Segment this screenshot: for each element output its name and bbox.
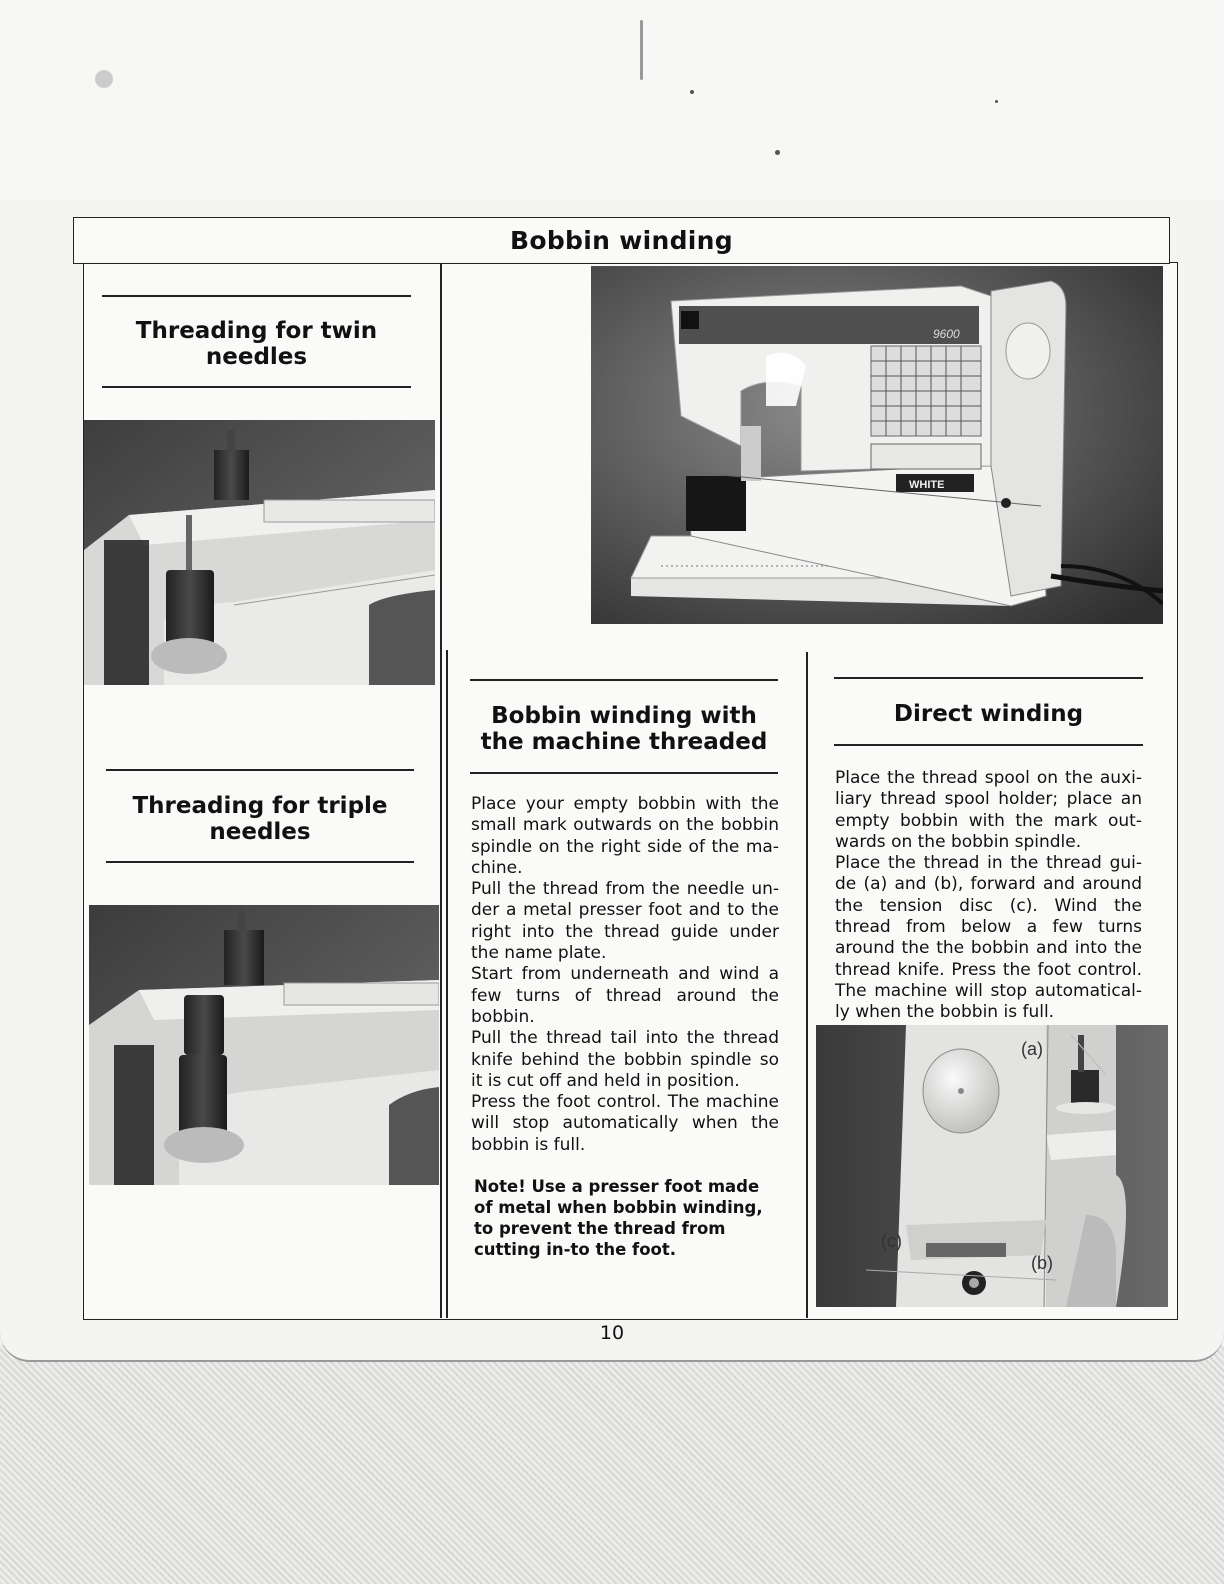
rule: [834, 677, 1143, 679]
paragraph: Start from underneath and wind a few turns of thread around the bobbin.: [471, 964, 779, 1027]
page-number: 10: [599, 1322, 625, 1344]
paragraph: Pull the thread tail into the thread knife behind the bobbin spindle so it is cut off and held in position.: [471, 1028, 779, 1091]
page-title: Bobbin winding: [510, 226, 733, 255]
column-divider-left-inner: [446, 650, 448, 1318]
scan-speck: [95, 70, 113, 88]
scan-margin-bottom: [0, 1345, 1224, 1584]
column-divider-left: [440, 263, 442, 1318]
direct-winding-body: [835, 768, 1142, 1024]
guide-label-a: (a): [1021, 1039, 1043, 1059]
triple-needles-heading: Threading for triple needles: [132, 793, 388, 845]
paragraph: Pull the thread from the needle un-der a metal presser foot and to the right into the thread guide under the name plate.: [471, 879, 779, 964]
paragraph: Place your empty bobbin with the small mark outwards on the bobbin spindle on the right side of the ma-chine.: [471, 794, 779, 878]
rule: [470, 772, 778, 774]
twin-needles-heading: Threading for twin needles: [135, 318, 378, 370]
triple-needles-photo: [89, 905, 439, 1185]
rule: [106, 861, 414, 863]
scan-speck: [995, 100, 998, 103]
sewing-machine-photo: [591, 266, 1163, 624]
paragraph: Press the foot control. The machine will stop automatically when the bobbin is full.: [471, 1092, 779, 1155]
rule: [102, 386, 411, 388]
guide-label-b: (b): [1031, 1253, 1053, 1273]
rule: [470, 679, 778, 681]
brand-plate: WHITE: [909, 479, 945, 491]
column-divider-right: [806, 652, 808, 1318]
machine-threaded-body: [471, 794, 779, 1156]
direct-winding-heading: Direct winding: [893, 701, 1084, 727]
tension-disc-label-c: (c): [881, 1231, 902, 1251]
rule: [834, 744, 1143, 746]
direct-winding-photo: [816, 1025, 1168, 1307]
rule: [106, 769, 414, 771]
scan-speck: [690, 90, 694, 94]
presser-foot-note: Note! Use a presser foot made of metal when bobbin winding, to prevent the thread from cutting in-to the foot.: [474, 1177, 763, 1259]
paragraph: Place the thread spool on the auxi-liary thread spool holder; place an empty bobbin with the mark out-wards on the bobbin spindle.: [835, 768, 1142, 852]
model-number: 9600: [933, 327, 960, 341]
title-bar: [73, 217, 1170, 264]
twin-needles-photo: [84, 420, 435, 685]
paragraph: Place the thread in the thread gui-de (a) and (b), forward and around the tension disc (c). Wind the thread from below a few turns around the the bobbin and into the thread knife. Press the foot control. The machine will stop automatical-ly when the bobbin is full.: [835, 853, 1142, 1023]
scan-speck: [640, 20, 643, 80]
scan-speck: [775, 150, 780, 155]
scan-margin-top: [0, 0, 1224, 200]
machine-threaded-heading: Bobbin winding with the machine threaded: [480, 703, 768, 755]
rule: [102, 295, 411, 297]
